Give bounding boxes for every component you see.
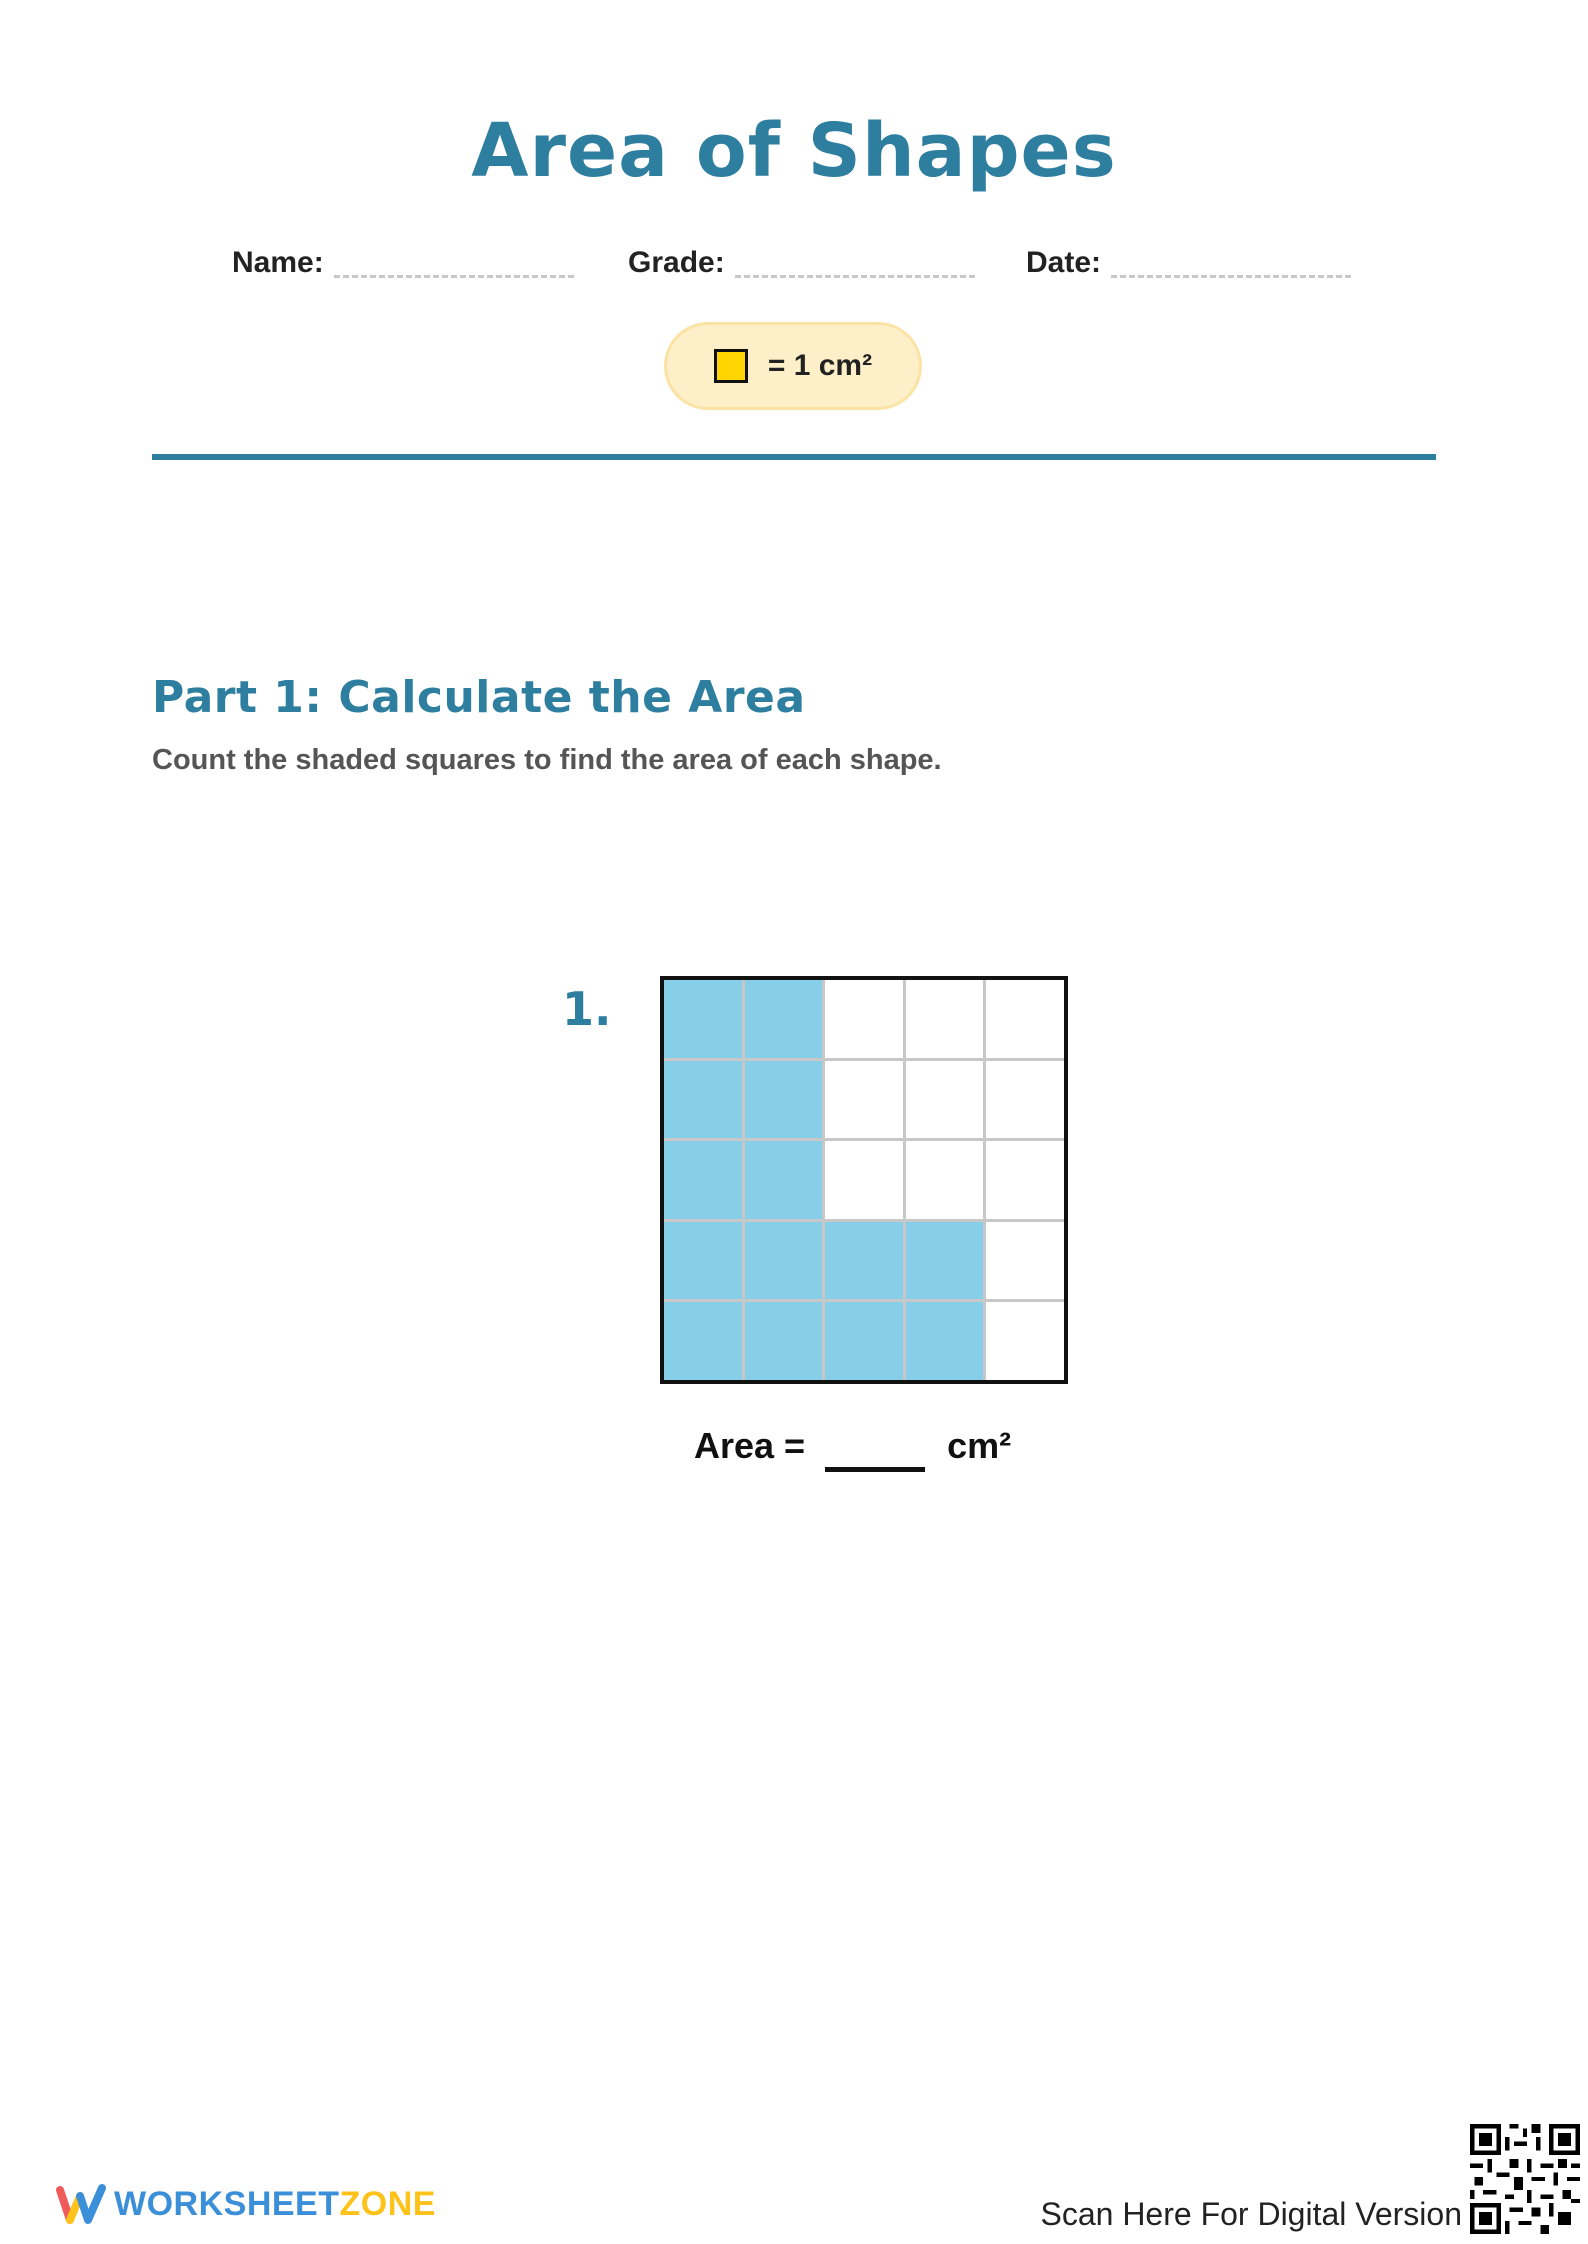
logo-text-zone: ZONE — [339, 2184, 436, 2223]
name-blank[interactable] — [334, 275, 574, 278]
grid-cell-empty — [986, 980, 1064, 1058]
area-unit: cm² — [947, 1425, 1012, 1466]
area-grid — [660, 976, 1068, 1384]
grid-cell-shaded — [825, 1302, 903, 1380]
logo-text-worksheet: WORKSHEET — [114, 2184, 340, 2223]
grid-cell-empty — [986, 1141, 1064, 1219]
grade-label: Grade: — [628, 246, 725, 279]
grid-cell-shaded — [745, 980, 823, 1058]
grid-cell-shaded — [906, 1222, 984, 1300]
worksheet-title: Area of Shapes — [471, 108, 1117, 194]
grid-cell-empty — [986, 1302, 1064, 1380]
worksheetzone-logo — [56, 2182, 436, 2226]
name-field — [232, 240, 574, 280]
grid-cell-empty — [825, 1141, 903, 1219]
grid-cell-empty — [986, 1222, 1064, 1300]
area-answer-blank[interactable] — [825, 1421, 925, 1472]
grade-blank[interactable] — [735, 275, 975, 278]
grid-cell-empty — [906, 980, 984, 1058]
date-blank[interactable] — [1111, 275, 1351, 278]
unit-square-icon — [714, 349, 748, 383]
part-1-instructions: Count the shaded squares to find the area of each shape. — [152, 744, 942, 776]
grid-cell-shaded — [745, 1141, 823, 1219]
header-divider — [152, 454, 1436, 460]
logo-w-icon — [56, 2182, 106, 2226]
question-number: 1. — [562, 982, 612, 1036]
qr-code-icon[interactable] — [1470, 2124, 1580, 2234]
grid-cell-empty — [825, 980, 903, 1058]
grid-cell-shaded — [745, 1222, 823, 1300]
grid-cell-shaded — [664, 980, 742, 1058]
area-answer-row — [694, 1418, 1011, 1474]
grid-cell-empty — [906, 1141, 984, 1219]
part-1-title: Part 1: Calculate the Area — [152, 672, 806, 723]
date-field — [1026, 240, 1351, 280]
grid-cell-shaded — [664, 1061, 742, 1139]
grid-cell-empty — [986, 1061, 1064, 1139]
area-label: Area = — [694, 1425, 806, 1466]
grid-cell-shaded — [745, 1061, 823, 1139]
date-label: Date: — [1026, 246, 1102, 279]
grid-cell-shaded — [664, 1141, 742, 1219]
grid-cell-shaded — [664, 1222, 742, 1300]
grid-cell-shaded — [825, 1222, 903, 1300]
grid-cell-shaded — [906, 1302, 984, 1380]
grid-cell-empty — [906, 1061, 984, 1139]
unit-legend — [664, 322, 922, 410]
grid-cell-empty — [825, 1061, 903, 1139]
grade-field — [628, 240, 975, 280]
grid-cell-shaded — [664, 1302, 742, 1380]
unit-legend-text: = 1 cm² — [767, 349, 873, 382]
grid-cell-shaded — [745, 1302, 823, 1380]
name-label: Name: — [232, 246, 324, 279]
scan-caption: Scan Here For Digital Version — [1040, 2196, 1462, 2232]
